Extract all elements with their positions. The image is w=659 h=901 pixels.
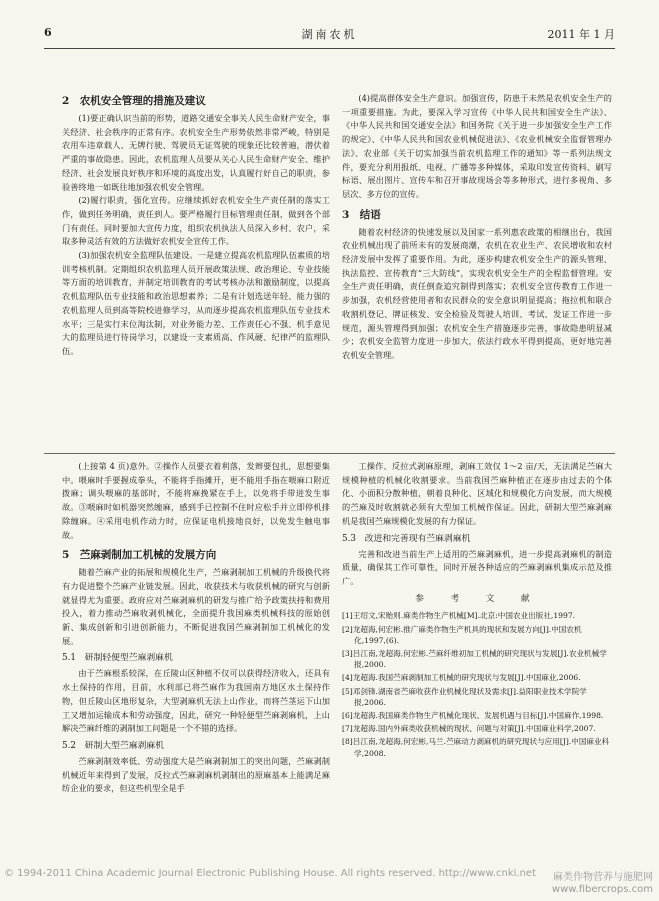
references-heading: 参 考 文 献 [415, 593, 539, 604]
paragraph: (3)加强农机安全监理队伍建设。一是建立提高农机监理队伍素质的培训考核机制。定期组织农机监理人员开展政策法规、政治理论、专业技能等方面的培训教育，并制定培训教育的考试考核办法和激励制度，以提高农机监理队伍专业技能和政治思想素养；二是有计划选送年轻、能力强的农机监理人员到高等院校进修学习，从而逐步提高农机监理队伍专业技术水平；三是实行末位淘汰制，对业务能力差、工作责任心不强、机手意见大的监理员进行待岗学习，以建设一支素质高、作风硬、纪律严的监理队伍。 [62, 250, 330, 356]
reference-item: [8]吕江南,龙超海,何宏彬,马兰.苎麻动力剥麻机的研究现状与应用[J].中国麻业科学,2008. [342, 737, 610, 758]
paragraph: 苎麻剥制效率低、劳动强度大是苎麻剥制加工的突出问题，苎麻剥制机械近年来得到了发展，反拉式苎麻剥麻机剥制出的原麻基本上能满足麻纺企业的要求，但这些机型全是手 [62, 755, 330, 794]
article-divider [44, 453, 615, 454]
page-header [44, 26, 615, 44]
upper-right-column [342, 92, 612, 363]
copyright-footer: © 1994-2011 China Academic Journal Electronic Publishing House. All rights reserved. http://www.cnki.net [4, 868, 536, 879]
watermark-url: www.fibercrops.com [551, 884, 653, 895]
reference-item: [2]龙超海,何宏彬.推广麻类作物生产机具的现状和发展方向[J].中国农机化,1997,(6). [342, 624, 582, 645]
journal-name: 湖南农机 [301, 28, 358, 41]
reference-list [342, 610, 612, 758]
reference-item: [6]龙超海.我国麻类作物生产机械化现状、发展机遇与目标[J].中国麻作,1998. [342, 710, 604, 720]
subsection-heading: 5.1 研制轻便型苎麻剥麻机 [62, 653, 173, 664]
section-heading: 3 结语 [342, 208, 381, 221]
paragraph: (上接第 4 页)意外。②操作人员要衣着利落，发辫要包扎，思想要集中。喂麻时手要握成拳头，不能将手指摊开，更不能用手指在喂麻口附近拨麻；调头喂麻的基部时，不能将麻挽紧在手上，以免将手带进发生事故。③喂麻时如机器突然缠麻，感到手已控制不住时应松手并立即停机排除缠麻。④采用电机作动力时，应保证电机接地良好，以免发生触电事故。 [62, 461, 330, 540]
page-number: 6 [44, 26, 52, 39]
site-watermark [531, 872, 653, 898]
reference-item: [7]龙超海.国内外麻类收获机械的现状、问题与对策[J].中国麻业科学,2007. [342, 724, 596, 734]
subsection-heading: 5.2 研制大型苎麻剥麻机 [62, 740, 164, 751]
section-heading: 5 苎麻剥制加工机械的发展方向 [62, 549, 217, 562]
paragraph: 工操作、反拉式剥麻原理，剥麻工效仅 1～2 亩/天，无法满足苎麻大规模种植的机械化收割要求。当前我国苎麻种植正在逐步由过去的个体化、小面积分散种植，朝着良种化、区域化和规模化方向发展，而大规模的苎麻及时收割就必须有大型加工机械作保证。因此，研制大型苎麻剥麻机是我国苎麻规模化发展的有力保证。 [342, 461, 612, 526]
reference-item: [4]龙超海.我国苎麻剥制加工机械的研究现状与发展[J].中国麻业,2006. [342, 673, 581, 683]
paragraph: 随着苎麻产业的拓展和规模化生产，苎麻剥制加工机械的升级换代将有力促进整个苎麻产业链发展。因此，收获技术与收获机械的研究与创新就显得尤为重要。政府应对苎麻剥麻机的研发与推广给予政策扶持和费用投入，着力推动苎麻收剥机械化，全面提升我国麻类机械科技的原始创新、集成创新和引进创新能力，不断促进我国苎麻剥制加工机械化的发展。 [62, 567, 330, 646]
paragraph: 随着农村经济的快速发展以及国家一系列惠农政策的相继出台，我国农业机械出现了前所未有的发展商潮，农机在农业生产、农民增收和农村经济发展中发挥了重要作用。为此，逐步构建农机安全生产的源头管理、执法监控、宣传教育“三大防线”，实现农机安全生产的全程监督管理。安全生产责任明确，责任倒查追究制得到落实；农机安全宣传教育工作进一步加强，农机经营使用者和农民群众的安全意识明显提高；拖拉机和联合收割机登记、牌证核发、安全检验及驾驶人培训、考试、发证工作进一步规范，源头管理得到加强；农机安全生产措施逐步完善，事故隐患明显减少；农机安全监管力度进一步加大，依法行政水平得到提高，更好地完善农机安全管理。 [342, 226, 612, 360]
section-heading: 2 农机安全管理的措施及建议 [62, 95, 206, 107]
reference-item: [1]王绍文,宋贻则.麻类作物生产机械[M].北京:中国农业出版社,1997. [342, 611, 576, 621]
watermark-title: 麻类作物营养与施肥网 [553, 872, 653, 883]
lower-right-column [342, 460, 612, 761]
subsection-heading: 5.3 改进和完善现有苎麻剥麻机 [342, 533, 471, 544]
paragraph: 由于苎麻根系较深，在丘陵山区种植不仅可以获得经济收入，还具有水土保持的作用，目前，水利部已将苎麻作为我国南方地区水土保持作物，但丘陵山区地形复杂，大型剥麻机无法上山作业，而将苎茎运下山加工又增加运输成本和劳动强度，因此，研究一种轻便型苎麻剥麻机，上山解决苎麻纤维的剥制加工问题是一个不错的选择。 [62, 668, 330, 734]
paragraph: (2)履行职责，强化宣传。应继续抓好农机安全生产责任制的落实工作，做到任务明确，责任到人。要严格履行目标管理责任制，做到各个部门有责任。同时要加大宣传力度，组织农机执法人员深入乡村、农户，采取多种灵活有效的方法做好农机安全宣传工作。 [62, 195, 330, 247]
lower-left-column [62, 460, 330, 796]
paragraph: (4)提高群体安全生产意识。加强宣传，防患于未然是农机安全生产的一项重要措施。为此，要深入学习宣传《中华人民共和国安全生产法》、《中华人民共和国交通安全法》和国务院《关于进一步加强安全生产工作的规定》、《中华人民共和国农业机械促进法》、《农业机械安全监督管理办法》、农业部《关于切实加强当前农机监理工作的通知》等一系列法规文件，要充分利用报纸、电视、广播等多种媒体，采取印发宣传资料、刷写标语、展出图片、宣传车和召开事故现场会等多种形式，进行多视角、多层次、多方位的宣传。 [342, 93, 612, 199]
paragraph: 完善和改进当前生产上适用的苎麻剥麻机，进一步提高剥麻机的制造质量，确保其工作可靠性，同时开展各种适应的苎麻剥麻机集成示范及推广。 [342, 548, 612, 586]
header-rule [44, 48, 615, 49]
issue-date: 2011 年 1 月 [547, 28, 615, 41]
reference-item: [3]吕江南,龙超海,何宏彬.苎麻纤维初加工机械的研究现状与发展[J].农业机械学报,2000. [342, 648, 607, 670]
reference-item: [5]邓剑锋.湖南省苎麻收获作业机械化现状及需求[J].益阳职业技术学院学报,2006. [342, 686, 587, 707]
upper-left-column [62, 88, 330, 359]
paragraph: (1)要正确认识当前的形势，道路交通安全事关人民生命财产安全，事关经济、社会秩序的正常有序。农机安全生产形势依然非常严峻，特别是农用车违章载人、无牌行驶、驾驶员无证驾驶的现象还比较普遍，潜伏着严重的事故隐患。因此，农机监理人员要从关心人民生命财产安全、维护经济、社会发展良好秩序和环境的高度出发，认真履行好自己的职责，参验善终地一如既往地加强农机安全管理。 [62, 113, 330, 192]
